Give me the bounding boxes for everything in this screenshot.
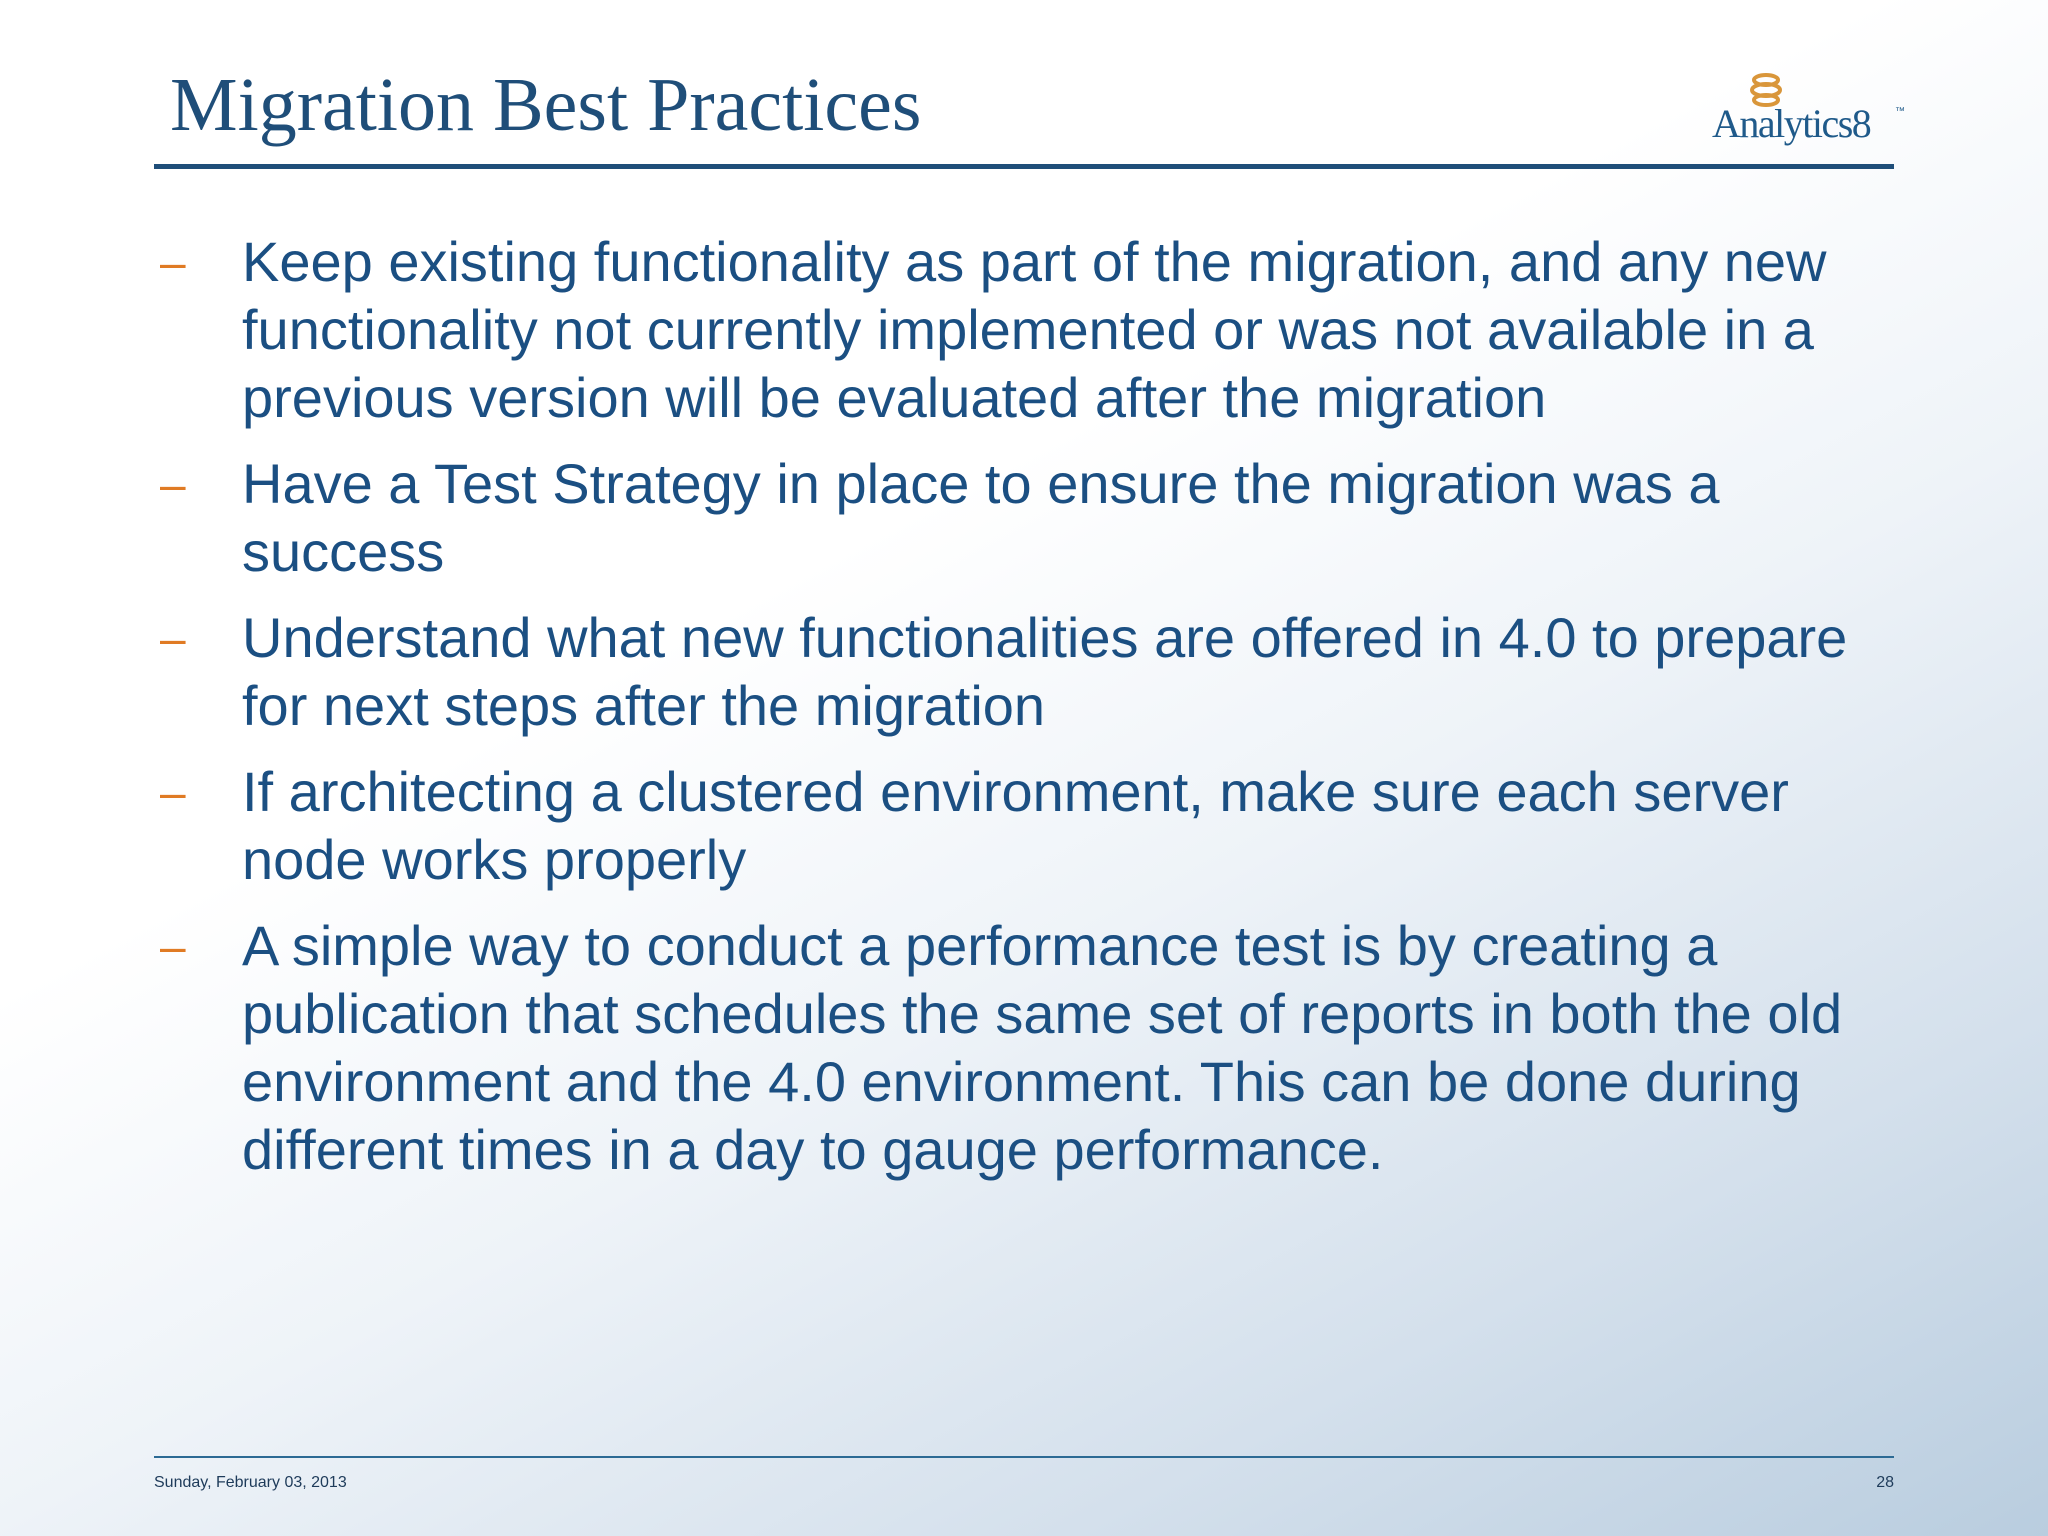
bullet-dash: – xyxy=(160,236,186,288)
bullet-list xyxy=(160,228,1900,1202)
logo-trademark: ™ xyxy=(1895,106,1905,117)
slide-title: Migration Best Practices xyxy=(170,63,922,147)
bullet-item xyxy=(160,450,1900,586)
bullet-dash: – xyxy=(160,612,186,664)
logo-text: Analytics8 xyxy=(1712,101,1871,146)
bullet-text: Keep existing functionality as part of the migration, and any new functionality not currently implemented or was not available in a previous version will be evaluated after the migration xyxy=(242,230,1827,429)
bullet-text: If architecting a clustered environment, make sure each server node works properly xyxy=(242,760,1789,891)
bullet-text: A simple way to conduct a performance test is by creating a publication that schedules the same set of reports in both the old environment and the 4.0 environment. This can be done during different times in a day to gauge performance. xyxy=(242,914,1843,1181)
bullet-item xyxy=(160,758,1900,894)
analytics8-logo xyxy=(1712,70,1905,150)
footer-date: Sunday, February 03, 2013 xyxy=(154,1474,347,1491)
bullet-item xyxy=(160,912,1900,1184)
bullet-dash: – xyxy=(160,920,186,972)
bullet-dash: – xyxy=(160,766,186,818)
bullet-text: Understand what new functionalities are offered in 4.0 to prepare for next steps after the migration xyxy=(242,606,1848,737)
bullet-item xyxy=(160,604,1900,740)
footer-divider xyxy=(154,1456,1894,1458)
bullet-dash: – xyxy=(160,458,186,510)
bullet-item xyxy=(160,228,1900,432)
title-divider xyxy=(154,164,1894,169)
bullet-text: Have a Test Strategy in place to ensure the migration was a success xyxy=(242,452,1720,583)
page-number: 28 xyxy=(1876,1474,1894,1491)
